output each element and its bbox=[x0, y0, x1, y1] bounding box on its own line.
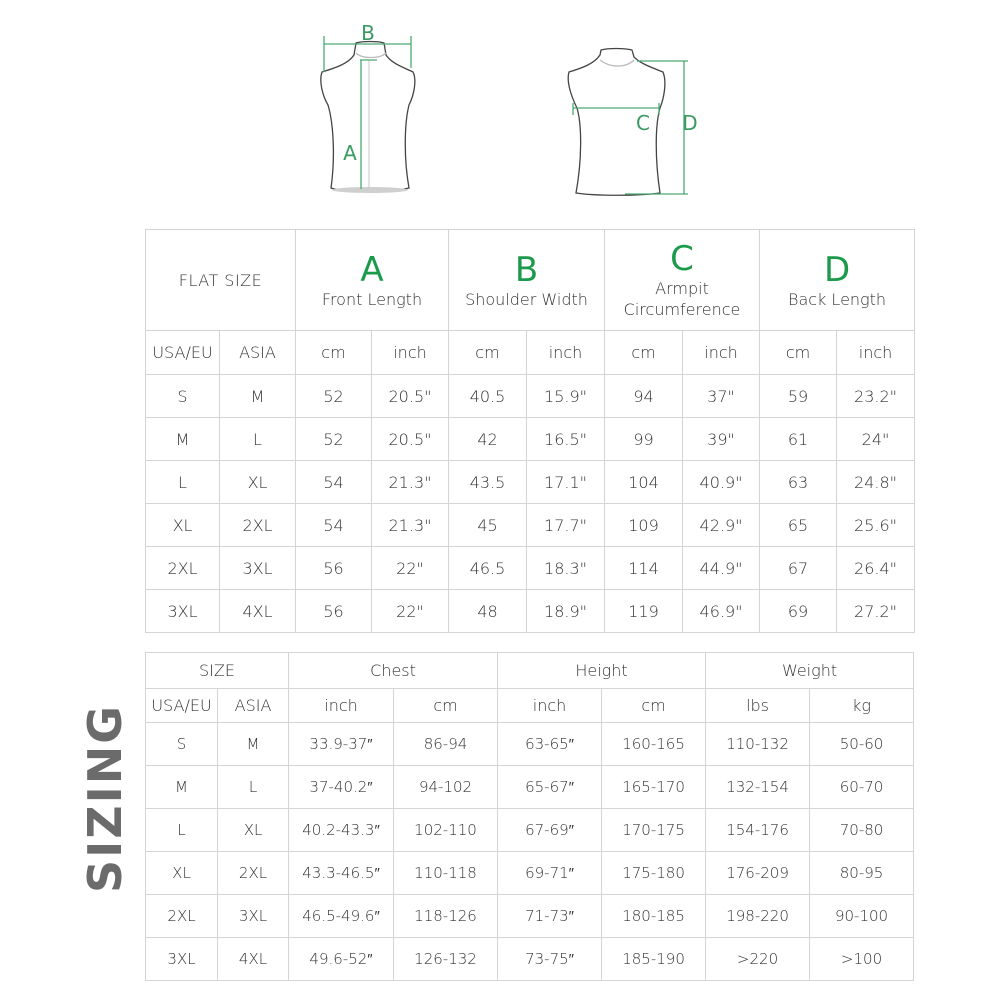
body-group-header-row bbox=[146, 653, 914, 689]
shoulder-width-label: Shoulder Width bbox=[465, 289, 588, 309]
cell: XL bbox=[220, 461, 296, 504]
table-row bbox=[146, 418, 915, 461]
cell: 2XL bbox=[220, 504, 296, 547]
cell: 60-70 bbox=[810, 766, 914, 809]
cell: 67 bbox=[760, 547, 837, 590]
cell: 50-60 bbox=[810, 723, 914, 766]
cell: 21.3" bbox=[372, 504, 449, 547]
cell: L bbox=[218, 766, 289, 809]
cell: 39" bbox=[683, 418, 760, 461]
cell: L bbox=[220, 418, 296, 461]
cell: 40.2-43.3″ bbox=[289, 809, 394, 852]
cell: 118-126 bbox=[394, 895, 498, 938]
cell: 22" bbox=[372, 590, 449, 633]
flat-size-table bbox=[145, 229, 915, 633]
cell: 18.9" bbox=[527, 590, 605, 633]
table-row bbox=[146, 723, 914, 766]
cell: 17.7" bbox=[527, 504, 605, 547]
cell: 3XL bbox=[146, 590, 220, 633]
body-unit-row bbox=[146, 689, 914, 723]
cell: 37-40.2″ bbox=[289, 766, 394, 809]
cell: 94 bbox=[605, 375, 683, 418]
cell: 69-71″ bbox=[498, 852, 602, 895]
table-row bbox=[146, 938, 914, 981]
garment-measurement-diagram bbox=[0, 0, 1000, 210]
cell: 119 bbox=[605, 590, 683, 633]
cell: 176-209 bbox=[706, 852, 810, 895]
cell: 54 bbox=[296, 504, 372, 547]
cell: >100 bbox=[810, 938, 914, 981]
label-b: B bbox=[361, 21, 375, 45]
circumference-label: Circumference bbox=[623, 300, 741, 319]
body-size-table bbox=[145, 652, 914, 981]
cell: 61 bbox=[760, 418, 837, 461]
cell: 24" bbox=[837, 418, 915, 461]
unit-cell: inch bbox=[289, 689, 394, 723]
cell: 22" bbox=[372, 547, 449, 590]
cell: 2XL bbox=[218, 852, 289, 895]
cell: 2XL bbox=[146, 547, 220, 590]
cell: 49.6-52″ bbox=[289, 938, 394, 981]
front-hem-shade bbox=[332, 187, 408, 193]
table-row bbox=[146, 461, 915, 504]
back-vest-illustration bbox=[568, 49, 665, 196]
cell: 20.5" bbox=[372, 375, 449, 418]
cell: 42.9" bbox=[683, 504, 760, 547]
cell: M bbox=[218, 723, 289, 766]
unit-cell: USA/EU bbox=[146, 689, 218, 723]
cell: M bbox=[220, 375, 296, 418]
unit-cell: inch bbox=[683, 331, 760, 375]
cell: 3XL bbox=[218, 895, 289, 938]
table-row bbox=[146, 895, 914, 938]
cell: 65-67″ bbox=[498, 766, 602, 809]
cell: 24.8" bbox=[837, 461, 915, 504]
label-d: D bbox=[682, 111, 698, 135]
cell: M bbox=[146, 418, 220, 461]
cell: 52 bbox=[296, 418, 372, 461]
cell: 63 bbox=[760, 461, 837, 504]
cell: 175-180 bbox=[602, 852, 706, 895]
header-armpit-circumference bbox=[605, 230, 760, 331]
cell: 21.3" bbox=[372, 461, 449, 504]
letter-c: C bbox=[670, 239, 694, 279]
cell: 17.1" bbox=[527, 461, 605, 504]
unit-cell: kg bbox=[810, 689, 914, 723]
height-group-header: Height bbox=[498, 653, 706, 689]
cell: 165-170 bbox=[602, 766, 706, 809]
cell: 198-220 bbox=[706, 895, 810, 938]
cell: 43.5 bbox=[449, 461, 527, 504]
cell: 80-95 bbox=[810, 852, 914, 895]
unit-cell: inch bbox=[372, 331, 449, 375]
cell: 45 bbox=[449, 504, 527, 547]
label-c: C bbox=[636, 111, 650, 135]
size-group-header: SIZE bbox=[146, 653, 289, 689]
table-row bbox=[146, 766, 914, 809]
cell: 86-94 bbox=[394, 723, 498, 766]
cell: 73-75″ bbox=[498, 938, 602, 981]
cell: 114 bbox=[605, 547, 683, 590]
cell: 27.2" bbox=[837, 590, 915, 633]
cell: 2XL bbox=[146, 895, 218, 938]
unit-cell: cm bbox=[449, 331, 527, 375]
cell: 94-102 bbox=[394, 766, 498, 809]
cell: XL bbox=[146, 504, 220, 547]
unit-cell: cm bbox=[605, 331, 683, 375]
unit-cell: cm bbox=[394, 689, 498, 723]
table-row bbox=[146, 375, 915, 418]
weight-group-header: Weight bbox=[706, 653, 914, 689]
flat-size-label: FLAT SIZE bbox=[146, 230, 296, 331]
unit-cell: inch bbox=[527, 331, 605, 375]
cell: 70-80 bbox=[810, 809, 914, 852]
cell: >220 bbox=[706, 938, 810, 981]
cell: 154-176 bbox=[706, 809, 810, 852]
cell: 25.6" bbox=[837, 504, 915, 547]
cell: 54 bbox=[296, 461, 372, 504]
cell: 99 bbox=[605, 418, 683, 461]
cell: 42 bbox=[449, 418, 527, 461]
cell: L bbox=[146, 461, 220, 504]
cell: M bbox=[146, 766, 218, 809]
letter-a: A bbox=[360, 249, 384, 290]
letter-b: B bbox=[514, 249, 539, 290]
cell: 37" bbox=[683, 375, 760, 418]
cell: 40.9" bbox=[683, 461, 760, 504]
cell: S bbox=[146, 723, 218, 766]
cell: L bbox=[146, 809, 218, 852]
cell: 71-73″ bbox=[498, 895, 602, 938]
cell: 26.4" bbox=[837, 547, 915, 590]
sizing-side-label: SIZING bbox=[78, 704, 132, 893]
cell: 132-154 bbox=[706, 766, 810, 809]
table-row bbox=[146, 504, 915, 547]
cell: S bbox=[146, 375, 220, 418]
cell: 3XL bbox=[146, 938, 218, 981]
cell: 40.5 bbox=[449, 375, 527, 418]
cell: 104 bbox=[605, 461, 683, 504]
cell: 44.9" bbox=[683, 547, 760, 590]
cell: 4XL bbox=[220, 590, 296, 633]
cell: 15.9" bbox=[527, 375, 605, 418]
armpit-label: Armpit bbox=[655, 279, 709, 298]
cell: 65 bbox=[760, 504, 837, 547]
cell: 46.9" bbox=[683, 590, 760, 633]
cell: 46.5 bbox=[449, 547, 527, 590]
flat-header-row bbox=[146, 230, 915, 331]
cell: 3XL bbox=[220, 547, 296, 590]
label-a: A bbox=[343, 141, 357, 165]
flat-unit-row bbox=[146, 331, 915, 375]
cell: 56 bbox=[296, 590, 372, 633]
measure-lines-front bbox=[324, 36, 411, 189]
cell: 160-165 bbox=[602, 723, 706, 766]
front-length-label: Front Length bbox=[321, 289, 423, 309]
front-vest-illustration bbox=[321, 42, 415, 192]
cell: 110-132 bbox=[706, 723, 810, 766]
cell: 16.5" bbox=[527, 418, 605, 461]
chest-group-header: Chest bbox=[289, 653, 498, 689]
unit-cell: ASIA bbox=[218, 689, 289, 723]
header-front-length bbox=[296, 230, 449, 331]
cell: 20.5" bbox=[372, 418, 449, 461]
cell: 170-175 bbox=[602, 809, 706, 852]
cell: 18.3" bbox=[527, 547, 605, 590]
unit-cell: cm bbox=[760, 331, 837, 375]
cell: 69 bbox=[760, 590, 837, 633]
cell: 126-132 bbox=[394, 938, 498, 981]
cell: 48 bbox=[449, 590, 527, 633]
cell: 4XL bbox=[218, 938, 289, 981]
cell: 109 bbox=[605, 504, 683, 547]
cell: 102-110 bbox=[394, 809, 498, 852]
unit-cell: inch bbox=[837, 331, 915, 375]
back-length-label: Back Length bbox=[788, 289, 887, 309]
unit-cell: lbs bbox=[706, 689, 810, 723]
cell: 56 bbox=[296, 547, 372, 590]
cell: 63-65″ bbox=[498, 723, 602, 766]
table-row bbox=[146, 852, 914, 895]
cell: 67-69″ bbox=[498, 809, 602, 852]
cell: XL bbox=[218, 809, 289, 852]
unit-cell: inch bbox=[498, 689, 602, 723]
table-row bbox=[146, 809, 914, 852]
unit-cell: cm bbox=[602, 689, 706, 723]
letter-d: D bbox=[823, 249, 851, 290]
cell: 23.2" bbox=[837, 375, 915, 418]
cell: 110-118 bbox=[394, 852, 498, 895]
cell: XL bbox=[146, 852, 218, 895]
cell: 46.5-49.6″ bbox=[289, 895, 394, 938]
cell: 90-100 bbox=[810, 895, 914, 938]
unit-cell: cm bbox=[296, 331, 372, 375]
cell: 180-185 bbox=[602, 895, 706, 938]
cell: 59 bbox=[760, 375, 837, 418]
measure-lines-back bbox=[573, 61, 688, 194]
cell: 43.3-46.5″ bbox=[289, 852, 394, 895]
table-row bbox=[146, 590, 915, 633]
header-shoulder-width bbox=[449, 230, 605, 331]
unit-cell: USA/EU bbox=[146, 331, 220, 375]
header-back-length bbox=[760, 230, 915, 331]
cell: 185-190 bbox=[602, 938, 706, 981]
table-row bbox=[146, 547, 915, 590]
cell: 52 bbox=[296, 375, 372, 418]
cell: 33.9-37″ bbox=[289, 723, 394, 766]
unit-cell: ASIA bbox=[220, 331, 296, 375]
